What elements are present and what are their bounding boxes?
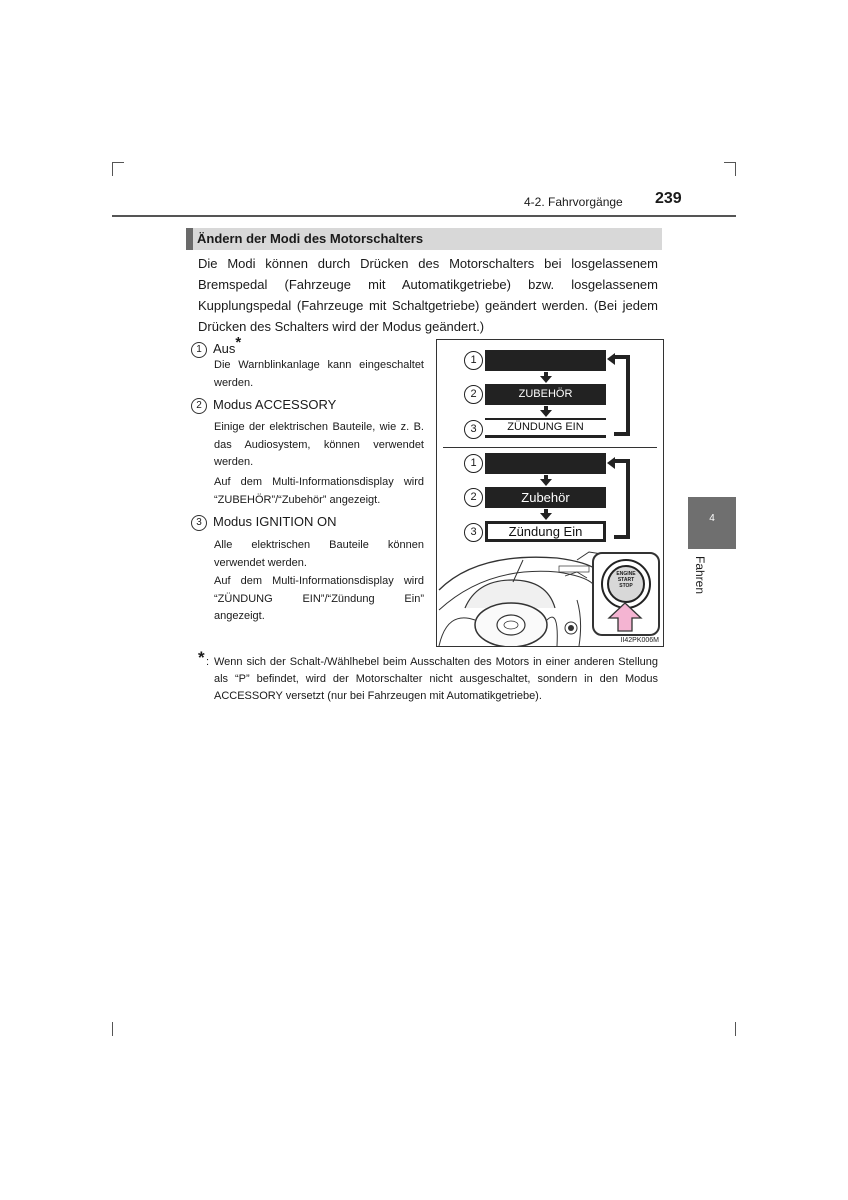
engine-button-line-2: START bbox=[617, 577, 635, 583]
fig-bottom-return-arrowhead bbox=[607, 457, 615, 469]
chapter-tab[interactable] bbox=[688, 497, 736, 549]
engine-button-label bbox=[609, 571, 643, 589]
fig-top-num-3: 3 bbox=[464, 420, 483, 439]
fig-bottom-arrow-1 bbox=[540, 479, 552, 486]
fig-top-return-arrowhead bbox=[607, 353, 615, 365]
fig-bottom-screen-3: Zündung Ein bbox=[485, 521, 606, 542]
fig-top-num-1: 1 bbox=[464, 351, 483, 370]
item-3-text-1: Alle elektrischen Bauteile können verwendet werden. bbox=[214, 539, 424, 569]
fig-top-arrow-2 bbox=[540, 410, 552, 417]
section-heading-bar bbox=[186, 228, 193, 250]
item-1-text: Die Warnblinkanlage kann eingeschaltet werden. bbox=[214, 359, 424, 389]
item-2-heading bbox=[191, 397, 336, 414]
item-1-title: Aus bbox=[213, 341, 236, 356]
press-arrow-icon bbox=[607, 602, 643, 632]
engine-button-callout bbox=[592, 552, 660, 636]
item-3-text-2: Auf dem Multi-Informationsdisplay wird “ZÜNDUNG EIN”/“Zündung Ein” angezeigt. bbox=[214, 575, 424, 622]
chapter-tab-label: Fahren bbox=[693, 556, 707, 595]
fig-top-num-2: 2 bbox=[464, 385, 483, 404]
fig-bottom-num-1: 1 bbox=[464, 454, 483, 473]
figure-code: II42PK006M bbox=[620, 637, 659, 644]
item-2-text-1: Einige der elektrischen Bauteile, wie z. B. das Audiosystem, können verwendet werden. bbox=[214, 421, 424, 468]
fig-bottom-num-2: 2 bbox=[464, 488, 483, 507]
item-2-text-2: Auf dem Multi-Informationsdisplay wird “ZUBEHÖR”/“Zubehör” angezeigt. bbox=[214, 476, 424, 506]
fig-top-screen-1 bbox=[485, 350, 606, 371]
intro-paragraph: Die Modi können durch Drücken des Motorschalters bei losgelassenem Bremspedal (Fahrzeuge mit Automatikgetriebe) bzw. losgelassenem Kupplungspedal (Fahrzeuge mit Schaltgetriebe) geändert werden. (Bei jedem Drücken des Schalters wird der Modus geändert.) bbox=[198, 256, 658, 334]
section-heading bbox=[186, 228, 662, 250]
engine-button-line-1: ENGINE bbox=[616, 571, 636, 577]
item-1-number: 1 bbox=[191, 342, 207, 358]
fig-bottom-num-3: 3 bbox=[464, 523, 483, 542]
fig-top-return-loop bbox=[614, 355, 630, 436]
item-1-footnote-mark: * bbox=[235, 334, 242, 351]
crop-mark-bottom-right bbox=[735, 1022, 736, 1036]
footnote-mark: * bbox=[198, 648, 205, 667]
section-title: Ändern der Modi des Motorschalters bbox=[197, 231, 424, 246]
footnote-text: Wenn sich der Schalt-/Wählhebel beim Ausschalten des Motors in einer anderen Stellung als “P” befindet, wird der Motorschalter nicht ausgeschaltet, sondern in den Modus ACCESSORY versetzt (nur bei Fahrzeugen mit Automatikgetriebe). bbox=[214, 656, 658, 702]
fig-bottom-screen-1 bbox=[485, 453, 606, 474]
engine-button-face bbox=[607, 565, 645, 603]
item-2-title: Modus ACCESSORY bbox=[213, 397, 337, 412]
fig-bottom-return-loop bbox=[614, 459, 630, 539]
item-3-number: 3 bbox=[191, 515, 207, 531]
engine-button-line-3: STOP bbox=[619, 583, 633, 589]
chapter-tab-number: 4 bbox=[709, 513, 715, 524]
page-number: 239 bbox=[655, 190, 682, 207]
fig-top-arrow-1 bbox=[540, 376, 552, 383]
fig-bottom-screen-2: Zubehör bbox=[485, 487, 606, 508]
crop-mark-top-right-v bbox=[735, 162, 736, 176]
crop-mark-top-left-v bbox=[112, 162, 113, 176]
fig-top-screen-2: ZUBEHÖR bbox=[485, 384, 606, 405]
item-1-heading bbox=[191, 334, 241, 358]
item-2-number: 2 bbox=[191, 398, 207, 414]
item-3-heading bbox=[191, 514, 337, 531]
item-3-title: Modus IGNITION ON bbox=[213, 514, 337, 529]
fig-divider bbox=[443, 447, 657, 448]
fig-bottom-arrow-2 bbox=[540, 513, 552, 520]
header-rule bbox=[112, 215, 736, 217]
running-header-section: 4-2. Fahrvorgänge bbox=[524, 195, 623, 209]
crop-mark-bottom-left bbox=[112, 1022, 113, 1036]
crop-mark-top-left-h bbox=[112, 162, 124, 163]
engine-switch-figure bbox=[436, 339, 664, 647]
fig-top-screen-3: ZÜNDUNG EIN bbox=[485, 418, 606, 438]
footnote-colon: : bbox=[206, 656, 210, 668]
